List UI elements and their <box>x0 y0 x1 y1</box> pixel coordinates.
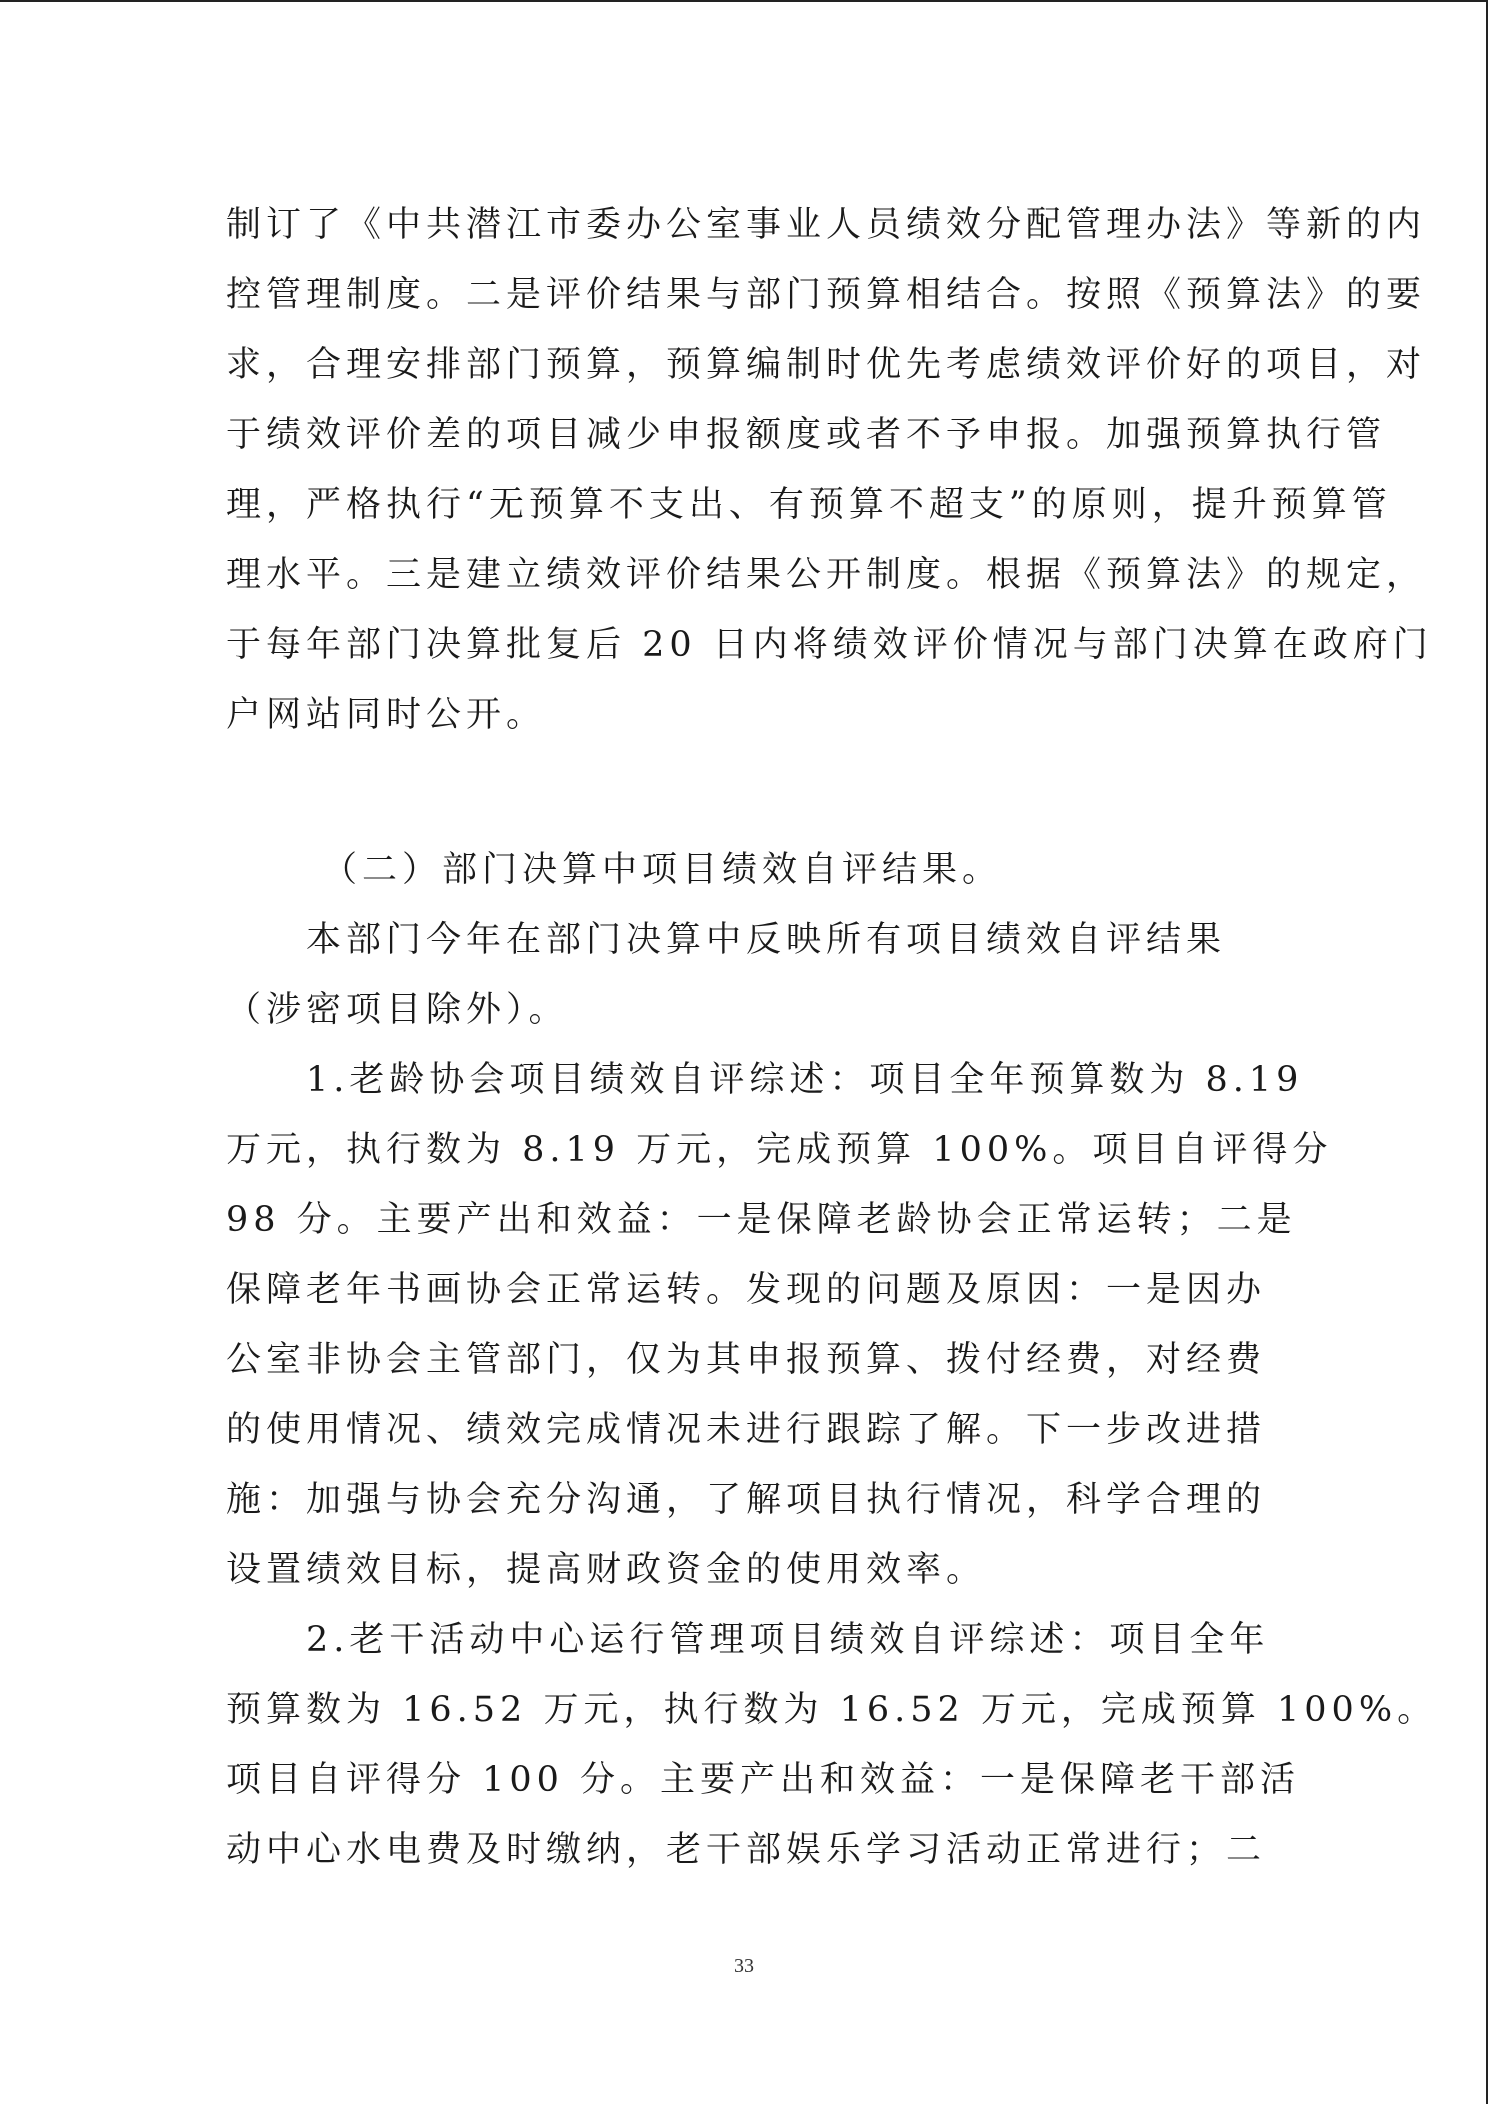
text-line: （涉密项目除外）。 <box>226 990 569 1030</box>
intro-paragraph <box>226 905 1260 1045</box>
text-line: 98 分。主要产出和效益：一是保障老龄协会正常运转；二是 <box>226 1200 1297 1240</box>
section-spacer <box>226 750 1260 835</box>
text-line: 的使用情况、绩效完成情况未进行跟踪了解。下一步改进措 <box>226 1410 1267 1450</box>
text-line: 求，合理安排部门预算，预算编制时优先考虑绩效评价好的项目，对 <box>226 345 1427 385</box>
item-1-paragraph <box>226 1045 1333 1605</box>
paragraph-continuation <box>226 190 1433 750</box>
text-line: 施：加强与协会充分沟通，了解项目执行情况，科学合理的 <box>226 1480 1267 1520</box>
text-line: 保障老年书画协会正常运转。发现的问题及原因：一是因办 <box>226 1270 1267 1310</box>
text-line: 2.老干活动中心运行管理项目绩效自评综述：项目全年 <box>306 1620 1270 1660</box>
text-line: 万元，执行数为 8.19 万元，完成预算 100%。项目自评得分 <box>226 1130 1333 1170</box>
page-top-border <box>0 0 1488 2</box>
text-line: 制订了《中共潜江市委办公室事业人员绩效分配管理办法》等新的内 <box>226 205 1427 245</box>
text-line: 理水平。三是建立绩效评价结果公开制度。根据《预算法》的规定， <box>226 555 1427 595</box>
page-number: 33 <box>734 1955 754 1977</box>
text-line: 公室非协会主管部门，仅为其申报预算、拨付经费，对经费 <box>226 1340 1267 1380</box>
text-line: 预算数为 16.52 万元，执行数为 16.52 万元，完成预算 100%。 <box>226 1690 1438 1730</box>
document-body <box>226 190 1438 1885</box>
text-line: 于每年部门决算批复后 20 日内将绩效评价情况与部门决算在政府门 <box>226 625 1433 665</box>
text-line: 动中心水电费及时缴纳，老干部娱乐学习活动正常进行；二 <box>226 1830 1267 1870</box>
text-line: 项目自评得分 100 分。主要产出和效益：一是保障老干部活 <box>226 1760 1301 1800</box>
text-line: 设置绩效目标，提高财政资金的使用效率。 <box>226 1550 987 1590</box>
item-2-paragraph <box>226 1605 1438 1885</box>
text-line: 户网站同时公开。 <box>226 695 547 735</box>
text-line: 1.老龄协会项目绩效自评综述：项目全年预算数为 8.19 <box>306 1060 1304 1100</box>
text-line: 理，严格执行“无预算不支出、有预算不超支”的原则，提升预算管 <box>226 485 1392 525</box>
text-line: 控管理制度。二是评价结果与部门预算相结合。按照《预算法》的要 <box>226 275 1427 315</box>
text-line: 本部门今年在部门决算中反映所有项目绩效自评结果 <box>306 920 1227 960</box>
section-heading: （二）部门决算中项目绩效自评结果。 <box>322 850 1003 890</box>
text-line: 于绩效评价差的项目减少申报额度或者不予申报。加强预算执行管 <box>226 415 1387 455</box>
